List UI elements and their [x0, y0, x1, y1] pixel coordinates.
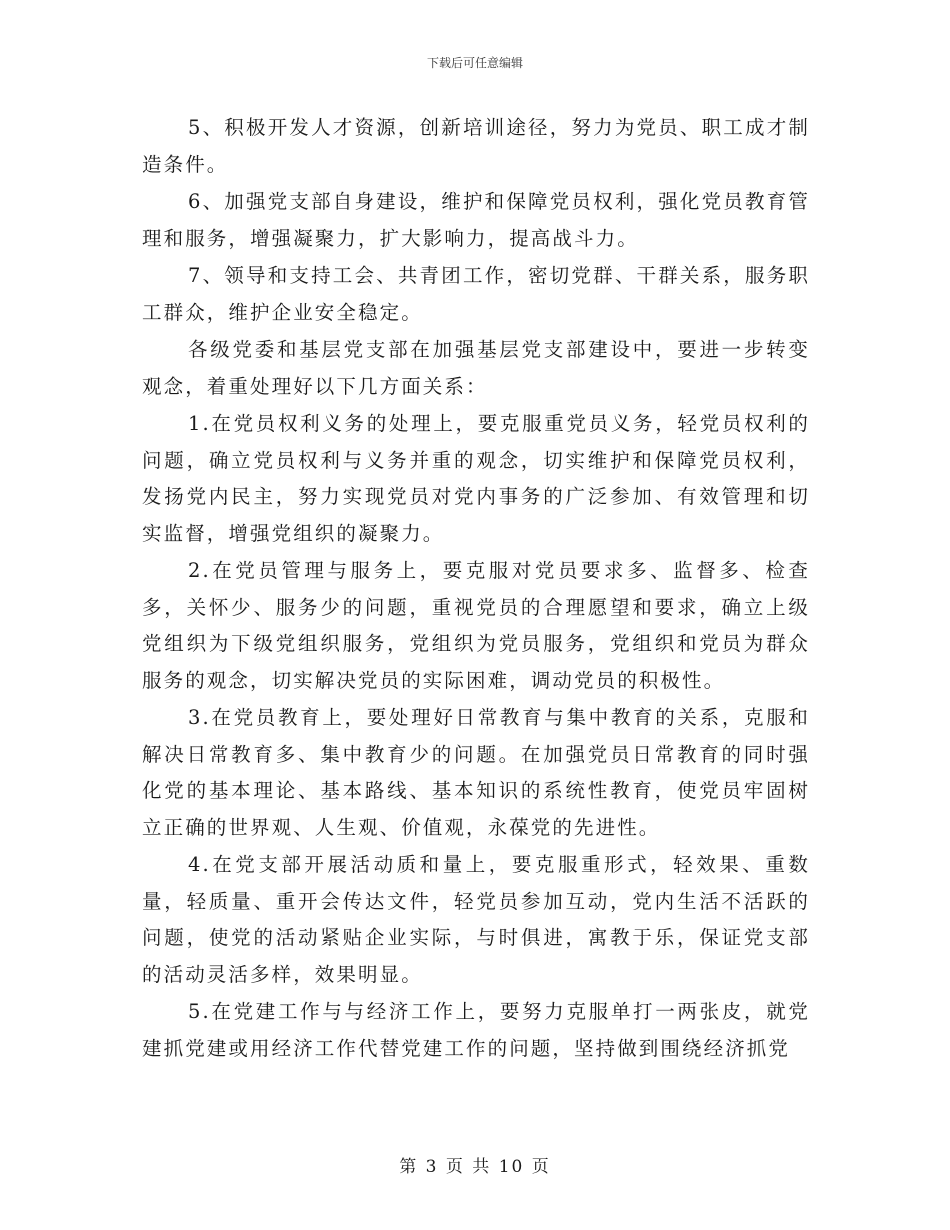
paragraph: 6、加强党支部自身建设，维护和保障党员权利，强化党员教育管理和服务，增强凝聚力，扩大影响力，提高战斗力。 — [142, 190, 810, 250]
paragraph: 7、领导和支持工会、共青团工作，密切党群、干群关系，服务职工群众，维护企业安全稳定。 — [142, 264, 810, 324]
paragraph: 各级党委和基层党支部在加强基层党支部建设中，要进一步转变观念，着重处理好以下几方面关系： — [142, 338, 810, 398]
header-note: 下载后可任意编辑 — [426, 56, 523, 70]
document-body — [142, 110, 810, 1068]
page-number: 第 3 页 共 10 页 — [399, 1157, 551, 1177]
paragraph: 4.在党支部开展活动质和量上，要克服重形式，轻效果、重数量，轻质量、重开会传达文件，轻党员参加互动，党内生活不活跃的问题，使党的活动紧贴企业实际，与时俱进，寓教于乐，保证党支部的活动灵活多样，效果明显。 — [142, 853, 810, 986]
paragraph: 3.在党员教育上，要处理好日常教育与集中教育的关系，克服和解决日常教育多、集中教育少的问题。在加强党员日常教育的同时强化党的基本理论、基本路线、基本知识的系统性教育，使党员牢固树立正确的世界观、人生观、价值观，永葆党的先进性。 — [142, 706, 810, 839]
paragraph: 5、积极开发人才资源，创新培训途径，努力为党员、职工成才制造条件。 — [142, 116, 810, 176]
paragraph: 5.在党建工作与与经济工作上，要努力克服单打一两张皮，就党建抓党建或用经济工作代替党建工作的问题，坚持做到围绕经济抓党 — [142, 1000, 810, 1060]
paragraph: 1.在党员权利义务的处理上，要克服重党员义务，轻党员权利的问题，确立党员权利与义务并重的观念，切实维护和保障党员权利，发扬党内民主，努力实现党员对党内事务的广泛参加、有效管理和切实监督，增强党组织的凝聚力。 — [142, 412, 810, 545]
paragraph: 2.在党员管理与服务上，要克服对党员要求多、监督多、检查多，关怀少、服务少的问题，重视党员的合理愿望和要求，确立上级党组织为下级党组织服务，党组织为党员服务，党组织和党员为群众服务的观念，切实解决党员的实际困难，调动党员的积极性。 — [142, 559, 810, 692]
